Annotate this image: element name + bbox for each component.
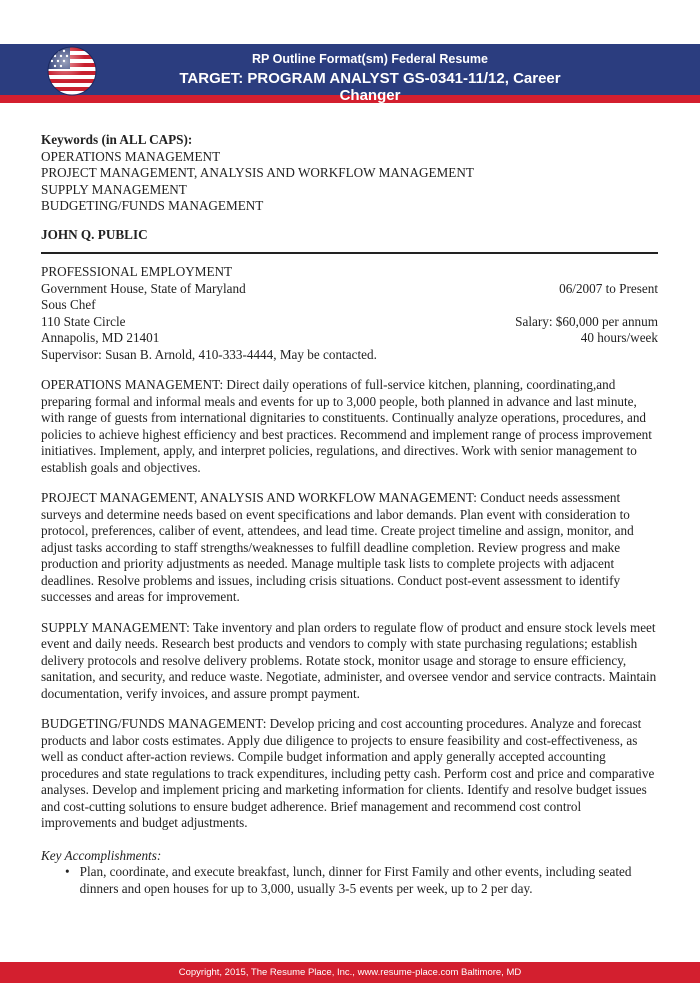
keyword-item: SUPPLY MANAGEMENT [41, 181, 187, 197]
duty-paragraph-supply: SUPPLY MANAGEMENT: Take inventory and plan orders to regulate flow of product and ensure stock levels meet event and daily needs. Research best products and vendors to comply with state purchasing regulations; establish delivery protocols and resolve delivery problems. Rotate stock, monitor usage and storage to ensure efficiency, sanitation, and security, and reduce waste. Negotiate, administer, and oversee vendor and service contracts. Maintain documentation, verify invoices, and assure prompt payment. [41, 619, 657, 701]
header-format-title: RP Outline Format(sm) Federal Resume [252, 52, 488, 66]
employer-address-street: 110 State Circle [41, 313, 126, 329]
duty-paragraph-project: PROJECT MANAGEMENT, ANALYSIS AND WORKFLOW MANAGEMENT: Conduct needs assessment surveys and determine needs based on event specifications and labor demands. Plan event with consideration to protocol, preferences, caliber of event, attendees, and lead time. Create project timeline and assign, monitor, and adjust tasks according to staff strengths/weaknesses to fulfill deadline completion. Review progress and make production and priority adjustments as needed. Manage multiple task lists to complete projects with adjacent deadlines. Resolve problems and issues, including crisis situations. Conduct post-event assessment to identify successes and areas for improvement. [41, 490, 634, 604]
employment-section-title: PROFESSIONAL EMPLOYMENT [41, 264, 233, 279]
employer-address-city: Annapolis, MD 21401 [41, 330, 160, 345]
keyword-item: BUDGETING/FUNDS MANAGEMENT [41, 198, 264, 213]
accomplishment-item [65, 864, 658, 897]
employment-dates: 06/2007 to Present [559, 280, 658, 296]
applicant-name: JOHN Q. PUBLIC [41, 226, 148, 242]
employer-row [41, 281, 658, 298]
address-salary-row [41, 314, 658, 331]
american-flag-globe-icon [46, 45, 98, 97]
section-divider [41, 252, 658, 254]
header-target-title: TARGET: PROGRAM ANALYST GS-0341-11/12, Career Changer [179, 70, 561, 104]
resume-body [41, 132, 658, 897]
employer-name: Government House, State of Maryland [41, 280, 246, 296]
keyword-item: PROJECT MANAGEMENT, ANALYSIS AND WORKFLOW MANAGEMENT [41, 165, 474, 180]
duty-paragraph-budgeting: BUDGETING/FUNDS MANAGEMENT: Develop pricing and cost accounting procedures. Analyze and forecast products and labor costs estimates. Apply due diligence to projects to ensure feasibility and cost-effectiveness, as well as conduct after-action reviews. Compile budget information and apply generally accepted accounting procedures and state regulations to track expenditures, including petty cash. Perform cost and price and comparative analyses. Develop and implement pricing and marketing information for clients. Identify and resolve budget issues and cost-cutting solutions to ensure budget adherence. Brief management and recommend cost control improvements and budget adjustments. [41, 716, 655, 830]
salary: Salary: $60,000 per annum [515, 313, 658, 329]
bullet-icon: • [65, 864, 70, 879]
keywords-heading: Keywords (in ALL CAPS): [41, 132, 193, 147]
address-hours-row [41, 330, 658, 347]
job-title: Sous Chef [41, 297, 96, 312]
footer-copyright: Copyright, 2015, The Resume Place, Inc., www.resume-place.com Baltimore, MD [0, 962, 700, 983]
supervisor-info: Supervisor: Susan B. Arnold, 410-333-4444, May be contacted. [41, 346, 377, 362]
accomplishments-title: Key Accomplishments: [41, 847, 162, 863]
accomplishment-text: Plan, coordinate, and execute breakfast, lunch, dinner for First Family and other events, including seated dinners and open houses for up to 3,000, usually 3-5 events per week, up to 2 per day. [79, 864, 632, 896]
keyword-item: OPERATIONS MANAGEMENT [41, 148, 221, 164]
duty-paragraph-operations: OPERATIONS MANAGEMENT: Direct daily operations of full-service kitchen, planning, coordinating,and preparing formal and informal meals and events for up to 3,000 people, both planned in advance and last minute, with range of guests from international dignitaries to constituents. Continually analyze operations, procedures, and policies to achieve highest efficiency and best practices. Recommend and implement range of process improvement initiatives. Implement, apply, and interpret policies, regulations, and directives. Work with senior management to establish goals and objectives. [41, 377, 652, 475]
hours-per-week: 40 hours/week [580, 330, 658, 345]
